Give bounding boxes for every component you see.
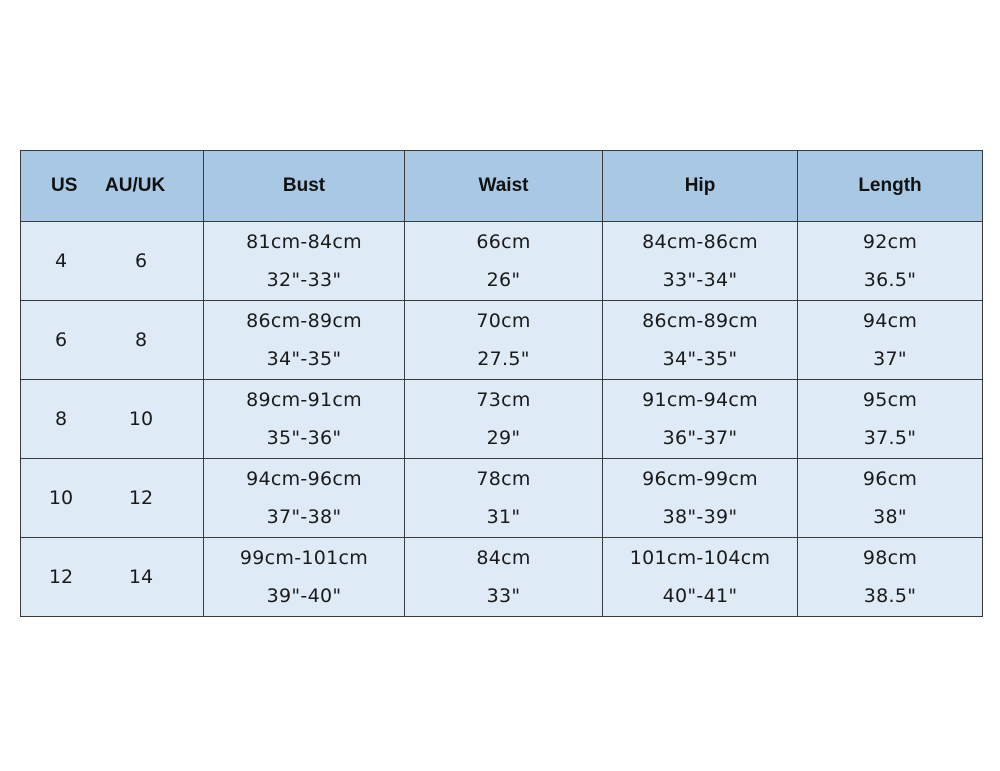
waist-cm: 70cm	[476, 310, 531, 332]
size-chart-table	[20, 150, 983, 617]
waist-cm: 78cm	[476, 468, 531, 490]
hip-inches: 38"-39"	[662, 506, 738, 528]
length-cell	[798, 222, 983, 301]
size-cell	[21, 222, 204, 301]
bust-cm: 89cm-91cm	[246, 389, 362, 411]
hip-inches: 36"-37"	[662, 427, 738, 449]
header-row	[21, 151, 983, 222]
header-us: US	[51, 175, 78, 196]
bust-cm: 81cm-84cm	[246, 231, 362, 253]
bust-inches: 32"-33"	[266, 269, 342, 291]
bust-cm: 94cm-96cm	[246, 468, 362, 490]
size-cell	[21, 459, 204, 538]
hip-inches: 33"-34"	[662, 269, 738, 291]
bust-inches: 35"-36"	[266, 427, 342, 449]
waist-inches: 27.5"	[477, 348, 530, 370]
table-header	[21, 151, 983, 222]
header-hip: Hip	[603, 151, 798, 222]
waist-cell	[405, 222, 603, 301]
waist-inches: 29"	[486, 427, 521, 449]
hip-cm: 96cm-99cm	[642, 468, 758, 490]
waist-cell	[405, 380, 603, 459]
size-cell	[21, 380, 204, 459]
bust-inches: 39"-40"	[266, 585, 342, 607]
table-row	[21, 301, 983, 380]
us-size: 4	[54, 250, 68, 272]
waist-cm: 84cm	[476, 547, 531, 569]
hip-cell	[603, 222, 798, 301]
length-cell	[798, 301, 983, 380]
us-size: 12	[48, 566, 74, 588]
length-inches: 38.5"	[863, 585, 917, 607]
hip-cell	[603, 538, 798, 617]
length-cm: 96cm	[862, 468, 918, 490]
hip-cm: 84cm-86cm	[642, 231, 758, 253]
us-size: 8	[54, 408, 68, 430]
us-size: 10	[48, 487, 74, 509]
hip-cm: 91cm-94cm	[642, 389, 758, 411]
bust-inches: 37"-38"	[266, 506, 342, 528]
waist-cm: 73cm	[476, 389, 531, 411]
table-body	[21, 222, 983, 617]
length-cm: 98cm	[862, 547, 918, 569]
table-row	[21, 538, 983, 617]
waist-inches: 31"	[486, 506, 521, 528]
hip-cm: 101cm-104cm	[629, 547, 771, 569]
au-uk-size: 14	[128, 566, 154, 588]
hip-inches: 40"-41"	[662, 585, 738, 607]
waist-inches: 33"	[486, 585, 521, 607]
bust-cell	[204, 222, 405, 301]
au-uk-size: 8	[134, 329, 148, 351]
hip-cm: 86cm-89cm	[642, 310, 758, 332]
waist-cell	[405, 538, 603, 617]
us-size: 6	[54, 329, 68, 351]
length-cm: 92cm	[862, 231, 918, 253]
bust-cm: 86cm-89cm	[246, 310, 362, 332]
length-cm: 94cm	[862, 310, 918, 332]
header-bust: Bust	[204, 151, 405, 222]
waist-cell	[405, 301, 603, 380]
length-inches: 37"	[873, 348, 907, 370]
length-cm: 95cm	[862, 389, 918, 411]
hip-cell	[603, 459, 798, 538]
bust-cell	[204, 301, 405, 380]
waist-cell	[405, 459, 603, 538]
header-au-uk: AU/UK	[105, 175, 166, 196]
bust-cell	[204, 538, 405, 617]
length-cell	[798, 459, 983, 538]
bust-cell	[204, 459, 405, 538]
hip-inches: 34"-35"	[662, 348, 738, 370]
au-uk-size: 10	[128, 408, 154, 430]
hip-cell	[603, 301, 798, 380]
size-cell	[21, 301, 204, 380]
table-row	[21, 459, 983, 538]
waist-cm: 66cm	[476, 231, 531, 253]
header-length: Length	[798, 151, 983, 222]
au-uk-size: 12	[128, 487, 154, 509]
bust-inches: 34"-35"	[266, 348, 342, 370]
size-cell	[21, 538, 204, 617]
header-sizes-cell	[21, 151, 204, 222]
table-row	[21, 380, 983, 459]
hip-cell	[603, 380, 798, 459]
au-uk-size: 6	[134, 250, 148, 272]
table-row	[21, 222, 983, 301]
length-inches: 36.5"	[863, 269, 917, 291]
length-inches: 38"	[873, 506, 907, 528]
length-cell	[798, 380, 983, 459]
length-cell	[798, 538, 983, 617]
bust-cm: 99cm-101cm	[239, 547, 369, 569]
waist-inches: 26"	[486, 269, 521, 291]
bust-cell	[204, 380, 405, 459]
header-waist: Waist	[405, 151, 603, 222]
length-inches: 37.5"	[863, 427, 917, 449]
